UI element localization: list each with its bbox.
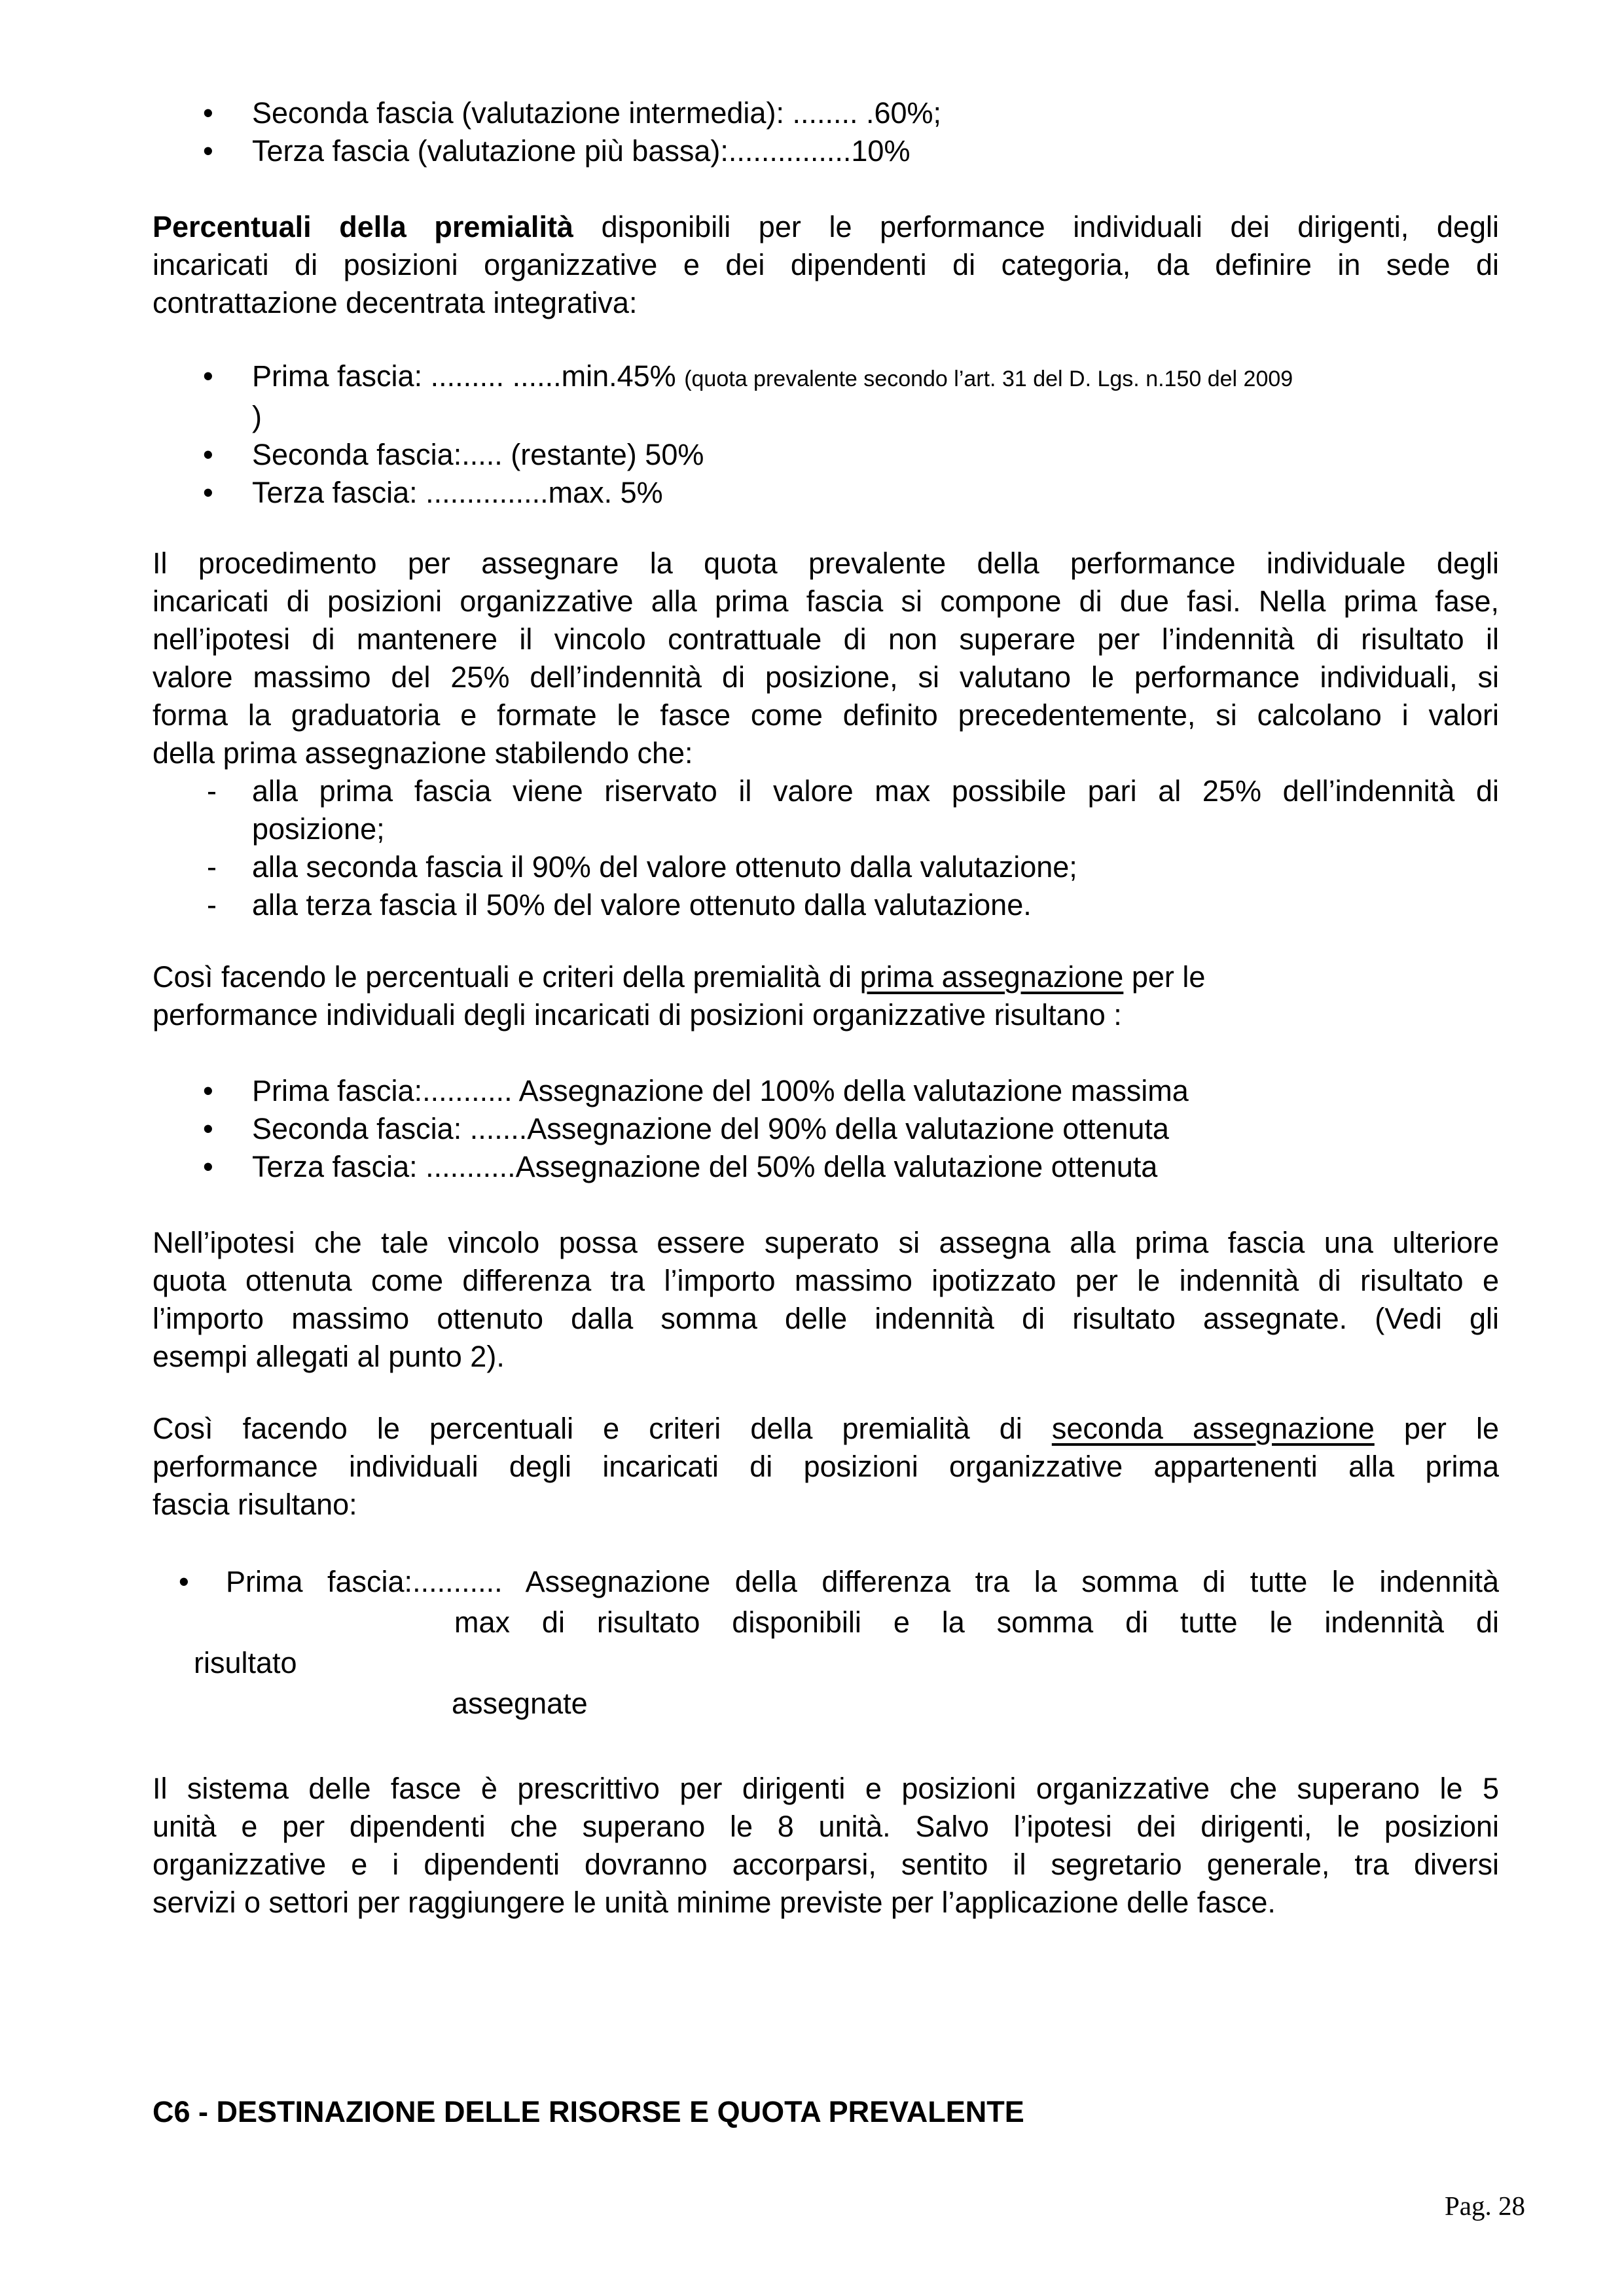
dash-icon: -: [207, 850, 217, 884]
paragraph-line: unità e per dipendenti che superano le 8 unità. Salvo l’ipotesi dei dirigenti, le posizioni: [153, 1810, 1499, 1843]
list-item-wrapped-line: assegnate: [452, 1687, 588, 1720]
bullet-icon: •: [203, 1112, 213, 1145]
paragraph-line: forma la graduatoria e formate le fasce come definito precedentemente, si calcolano i valori: [153, 698, 1499, 732]
paragraph-text: Così facendo le percentuali e criteri della premialità di: [153, 960, 860, 994]
paragraph-line: esempi allegati al punto 2).: [153, 1340, 505, 1373]
list-item: [153, 474, 1499, 512]
list-item-wrapped-line: max di risultato disponibili e la somma di tutte le indennità di: [454, 1605, 1499, 1639]
paragraph-procedimento: [153, 545, 1499, 772]
paragraph-line: [153, 1410, 1499, 1448]
list-item-text: Seconda fascia:..... (restante) 50%: [252, 438, 704, 471]
document-content: [153, 94, 1499, 2131]
paragraph-lead-bold: Percentuali della premialità: [153, 210, 573, 243]
paragraph-line: Il procedimento per assegnare la quota prevalente della performance individuale degli: [153, 547, 1499, 580]
list-item-text: [252, 357, 1499, 436]
dash-icon: -: [207, 888, 217, 922]
list-percentuali-fasce: [153, 357, 1499, 512]
paragraph-line: contrattazione decentrata integrativa:: [153, 286, 638, 319]
paragraph-ipotesi: [153, 1224, 1499, 1376]
paragraph-text: per le: [1123, 960, 1206, 994]
list-item-wrapped-paren: ): [252, 400, 262, 433]
paragraph-line: fascia risultano:: [153, 1488, 357, 1521]
list-item-text: alla seconda fascia il 90% del valore ottenuto dalla valutazione;: [252, 850, 1077, 884]
paragraph-line: nell’ipotesi di mantenere il vincolo contrattuale di non superare per l’indennità di risultato il: [153, 622, 1499, 656]
list-item-lead: Prima fascia: ......... ......min.45%: [252, 359, 685, 393]
list-item-smalltext: (quota prevalente secondo l’art. 31 del D. Lgs. n.150 del 2009: [684, 367, 1293, 391]
paragraph-line: organizzative e i dipendenti dovranno accorparsi, sentito il segretario generale, tra diversi: [153, 1848, 1499, 1881]
list-item-line: posizione;: [252, 812, 385, 846]
list-item-text: Terza fascia (valutazione più bassa):...............10%: [252, 134, 911, 168]
list-item-main: [252, 359, 1293, 393]
paragraph-line: performance individuali degli incaricati di posizioni organizzative risultano :: [153, 998, 1122, 1031]
bullet-icon: •: [203, 438, 213, 471]
list-item: [153, 436, 1499, 474]
page-number: Pag. 28: [1445, 2191, 1525, 2221]
list-item-text: Seconda fascia: .......Assegnazione del 90% della valutazione ottenuta: [252, 1112, 1169, 1145]
paragraph-line: performance individuali degli incaricati di posizioni organizzative appartenenti alla prima: [153, 1450, 1499, 1483]
list-item: [153, 848, 1499, 886]
bullet-icon: •: [203, 359, 213, 393]
list-assegnazione-seconda: [153, 1562, 1499, 1724]
paragraph-line: [153, 208, 1499, 246]
bullet-icon: •: [203, 1150, 213, 1183]
list-assegnazione-prima: [153, 1072, 1499, 1186]
list-item-text: [252, 772, 1499, 848]
underlined-text: seconda assegnazione: [1051, 1412, 1375, 1445]
paragraph-line: l’importo massimo ottenuto dalla somma delle indennità di risultato assegnate. (Vedi gli: [153, 1302, 1499, 1335]
list-item-wrapped-line: risultato: [194, 1646, 297, 1679]
paragraph-line: servizi o settori per raggiungere le unità minime previste per l’applicazione delle fasce.: [153, 1886, 1276, 1919]
list-item: [153, 772, 1499, 848]
paragraph-percentuali: [153, 208, 1499, 322]
bullet-icon: •: [203, 134, 213, 168]
list-item-text: Prima fascia:........... Assegnazione della differenza tra la somma di tutte le indennità: [226, 1565, 1499, 1598]
dash-icon: -: [207, 774, 217, 808]
paragraph-line: [153, 958, 1499, 996]
paragraph-line: valore massimo del 25% dell’indennità di posizione, si valutano le performance individuali, si: [153, 660, 1499, 694]
list-item: [153, 1562, 1499, 1602]
bullet-icon: •: [203, 476, 213, 509]
list-item: [153, 132, 1499, 170]
list-item-text: Seconda fascia (valutazione intermedia): ........ .60%;: [252, 96, 942, 130]
list-item: [153, 1072, 1499, 1110]
paragraph-line: incaricati di posizioni organizzative alla prima fascia si compone di due fasi. Nella prima fase,: [153, 584, 1499, 618]
list-item-text: Terza fascia: ...............max. 5%: [252, 476, 663, 509]
list-fasce-valutazione: [153, 94, 1499, 170]
list-item-text: Terza fascia: ...........Assegnazione del 50% della valutazione ottenuta: [252, 1150, 1158, 1183]
list-item: [153, 1110, 1499, 1148]
paragraph-text: Così facendo le percentuali e criteri della premialità di: [153, 1412, 1052, 1445]
underlined-text: prima assegnazione: [859, 960, 1124, 994]
paragraph-line: Il sistema delle fasce è prescrittivo per dirigenti e posizioni organizzative che superano le 5: [153, 1772, 1499, 1805]
bullet-icon: •: [203, 1074, 213, 1107]
paragraph-line: della prima assegnazione stabilendo che:: [153, 736, 693, 770]
list-item: [153, 886, 1499, 924]
section-heading-c6: C6 - DESTINAZIONE DELLE RISORSE E QUOTA PREVALENTE: [153, 2095, 1024, 2128]
list-item-text: Prima fascia:........... Assegnazione del 100% della valutazione massima: [252, 1074, 1189, 1107]
paragraph-line: incaricati di posizioni organizzative e dei dipendenti di categoria, da definire in sede di: [153, 248, 1499, 281]
list-item: [153, 357, 1499, 436]
paragraph-text: per le: [1374, 1412, 1499, 1445]
paragraph-cosi-seconda: [153, 1410, 1499, 1524]
list-item-text: alla terza fascia il 50% del valore ottenuto dalla valutazione.: [252, 888, 1032, 922]
list-item-line: alla prima fascia viene riservato il valore max possibile pari al 25% dell’indennità di: [252, 774, 1499, 808]
list-item: [153, 1148, 1499, 1186]
bullet-icon: •: [203, 96, 213, 130]
paragraph-sistema-fasce: [153, 1770, 1499, 1922]
paragraph-cosi-prima: [153, 958, 1499, 1034]
paragraph-line: Nell’ipotesi che tale vincolo possa essere superato si assegna alla prima fascia una ulteriore: [153, 1226, 1499, 1259]
bullet-icon: •: [179, 1565, 189, 1598]
list-item: [153, 94, 1499, 132]
list-dash-criteri: [153, 772, 1499, 924]
paragraph-line: quota ottenuta come differenza tra l’importo massimo ipotizzato per le indennità di risultato e: [153, 1264, 1499, 1297]
paragraph-text: disponibili per le performance individuali dei dirigenti, degli: [573, 210, 1499, 243]
